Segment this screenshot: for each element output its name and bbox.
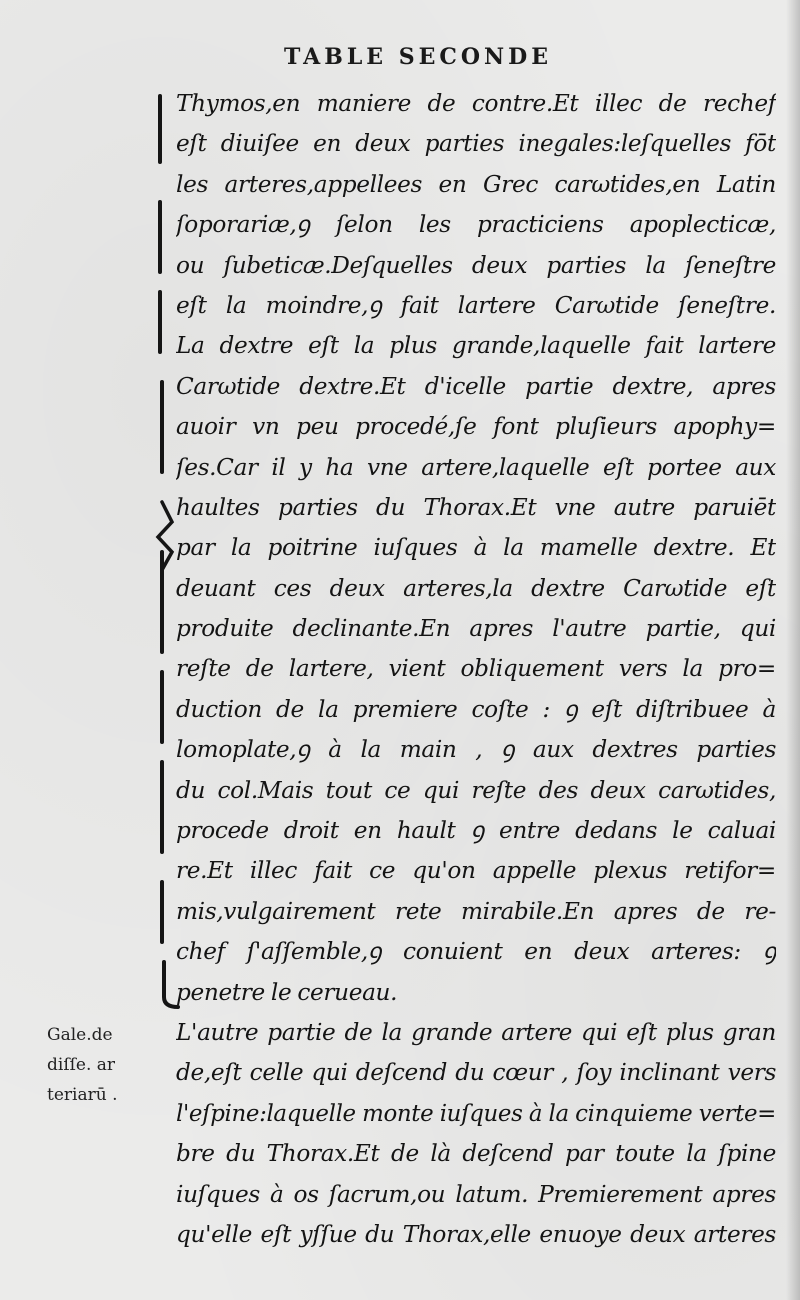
text-line: qu'elle eſt yſſue du Thorax,elle enuoye deux arteres [176, 1220, 776, 1248]
running-head: TABLE SECONDE [284, 44, 553, 70]
margin-note-line: Gale.de [47, 1025, 113, 1045]
text-line: les arteres,appellees en Grec carωtides,en Latin [176, 170, 776, 198]
text-line: produite declinante.En apres l'autre partie, qui [176, 615, 776, 643]
text-line: L'autre partie de la grande artere qui eſt plus gran [176, 1018, 776, 1046]
text-line: bre du Thorax.Et de là deſcend par toute la ſpine [176, 1140, 776, 1168]
margin-note [47, 1020, 157, 1110]
text-line: mis,vulgairement rete mirabile.En apres de re- [176, 897, 776, 925]
text-line: chef ſ'aſſemble,ꝯ conuient en deux arteres: ꝯ [176, 938, 776, 966]
text-line: lomoplate,ꝯ à la main , ꝯ aux dextres parties [176, 736, 776, 764]
text-line: auoir vn peu procedé,ſe font pluſieurs apophy= [176, 413, 776, 441]
text-line: re.Et illec fait ce qu'on appelle plexus retifor= [176, 857, 776, 885]
page-gutter-shadow [786, 0, 800, 1300]
margin-note-line: diſſe. ar [47, 1055, 116, 1075]
text-line: Carωtide dextre.Et d'icelle partie dextre, apres [176, 372, 776, 400]
text-line: ſoporariæ,ꝯ ſelon les practiciens apoplecticæ, [176, 211, 776, 239]
margin-note-line: teriarū . [47, 1085, 118, 1105]
text-line: duction de la premiere coſte : ꝯ eſt diſtribuee à [176, 695, 776, 723]
text-line: ſes.Car il y ha vne artere,laquelle eſt portee aux [176, 453, 776, 481]
text-line: eſt diuiſee en deux parties inegales:leſquelles fōt [176, 130, 776, 158]
body-text [176, 84, 776, 1255]
text-line: du col.Mais tout ce qui reſte des deux carωtides, [176, 776, 776, 804]
text-line: de,eſt celle qui deſcend du cœur , ſoy inclinant vers [176, 1059, 776, 1087]
text-line: par la poitrine iuſques à la mamelle dextre. Et [176, 534, 776, 562]
text-line: l'eſpine:laquelle monte iuſques à la cinquieme verte= [176, 1100, 776, 1127]
text-line: deuant ces deux arteres,la dextre Carωtide eſt [176, 574, 776, 602]
text-line: La dextre eſt la plus grande,laquelle fait lartere [176, 332, 776, 360]
text-line: Thymos,en maniere de contre.Et illec de rechef [176, 90, 776, 117]
text-line: reſte de lartere, vient obliquement vers la pro= [176, 655, 776, 683]
text-line: haultes parties du Thorax.Et vne autre paruiēt [176, 493, 776, 521]
text-line: iuſques à os ſacrum,ou latum. Premierement apres [176, 1180, 776, 1208]
text-line: penetre le cerueau. [176, 978, 398, 1006]
text-line: procede droit en hault ꝯ entre dedans le caluai [176, 817, 776, 845]
text-line: ou ſubeticæ.Deſquelles deux parties la ſeneſtre [176, 251, 776, 279]
text-line: eſt la moindre,ꝯ fait lartere Carωtide ſeneſtre. [176, 291, 776, 319]
